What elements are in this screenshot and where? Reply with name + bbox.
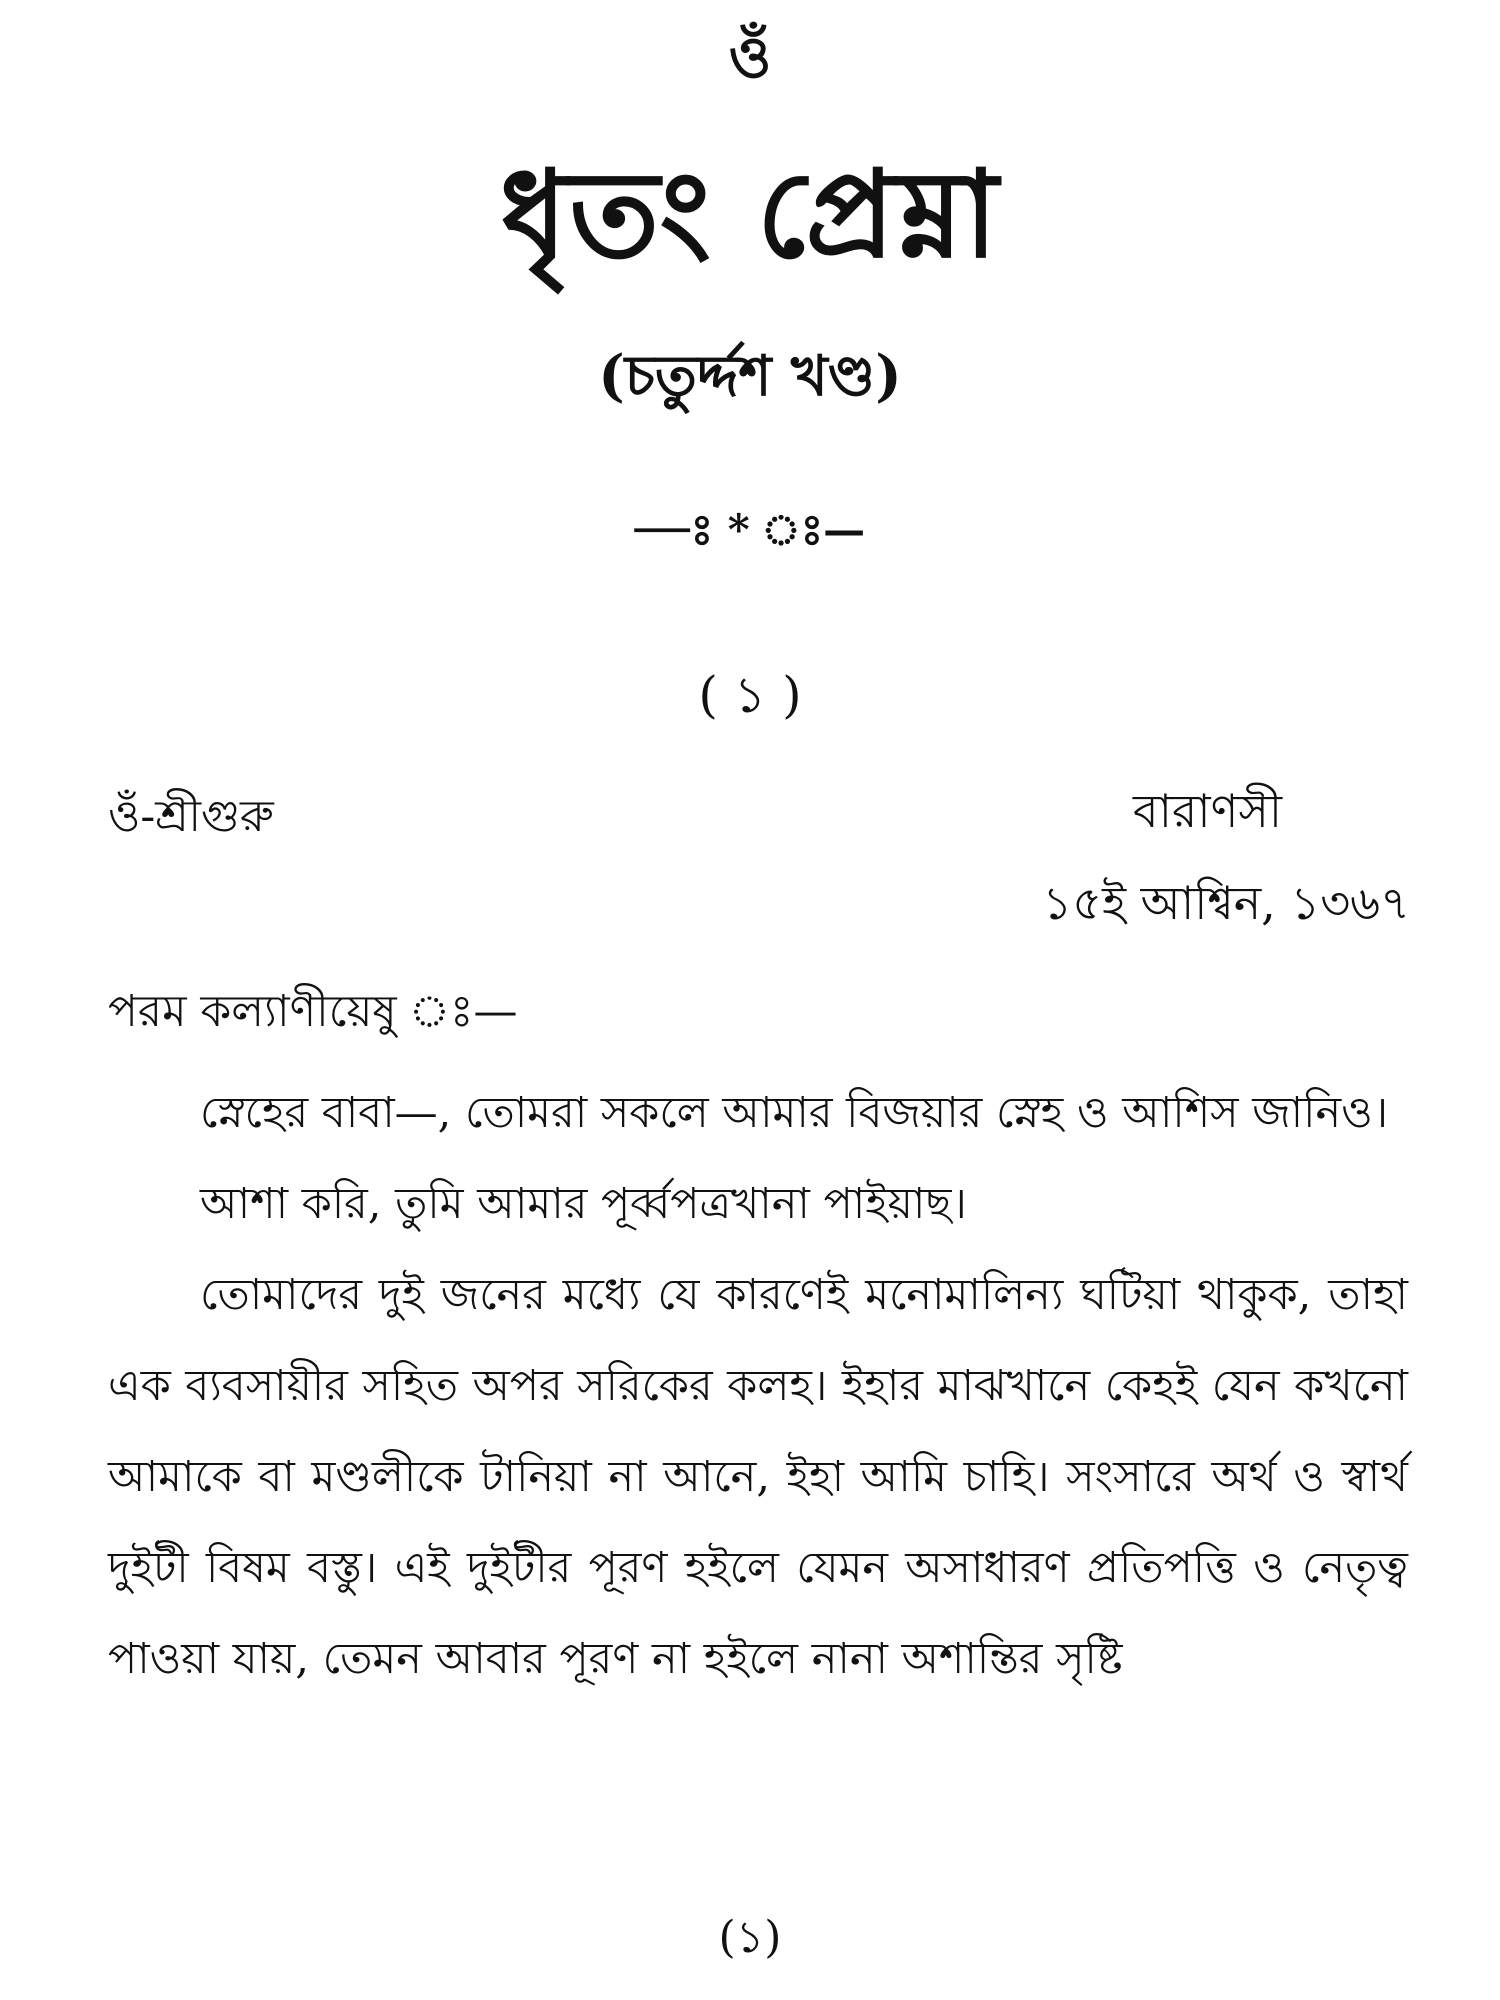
volume-subtitle: (চতুর্দ্দশ খণ্ড) (598, 343, 902, 409)
letter-place: বারাণসী (1133, 784, 1282, 838)
letter-date: ১৫ই আশ্বিন, ১৩৬৭ (1042, 876, 1410, 930)
invocation: ওঁ-শ্রীগুরু (108, 791, 274, 842)
book-title: ধৃতং প্রেম্না (499, 144, 1001, 285)
paragraph-2: আশা করি, তুমি আমার পূর্ব্বপত্রখানা পাইয়াছ। (200, 1179, 967, 1229)
page-number: (১) (718, 1912, 782, 1963)
ornament-divider: —ঃ * ঃ— (634, 505, 866, 554)
om-symbol: ওঁ (728, 23, 772, 91)
letter-number: ( ১ ) (698, 666, 802, 724)
letter-body (108, 1068, 1408, 1705)
letter-address: পরম কল্যাণীয়েষু ঃ— (108, 986, 518, 1037)
paragraph-1: স্নেহের বাবা—, তোমরা সকলে আমার বিজয়ার স্নেহ ও আশিস জানিও। (200, 1088, 1389, 1138)
paragraph-3: তোমাদের দুই জনের মধ্যে যে কারণেই মনোমালিন্য ঘটিয়া থাকুক, তাহা এক ব্যবসায়ীর সহিত অপর সরিকের কলহ। ইহার মাঝখানে কেহই যেন কখনো আমাকে বা মণ্ডলীকে টানিয়া না আনে, ইহা আমি চাহি। সংসারে অর্থ ও স্বার্থ দুইটী বিষম বস্তু। এই দুইটীর পূরণ হইলে যেমন অসাধারণ প্রতিপত্তি ও নেতৃত্ব পাওয়া যায়, তেমন আবার পূরণ না হইলে নানা অশান্তির সৃষ্টি (108, 1270, 1408, 1684)
